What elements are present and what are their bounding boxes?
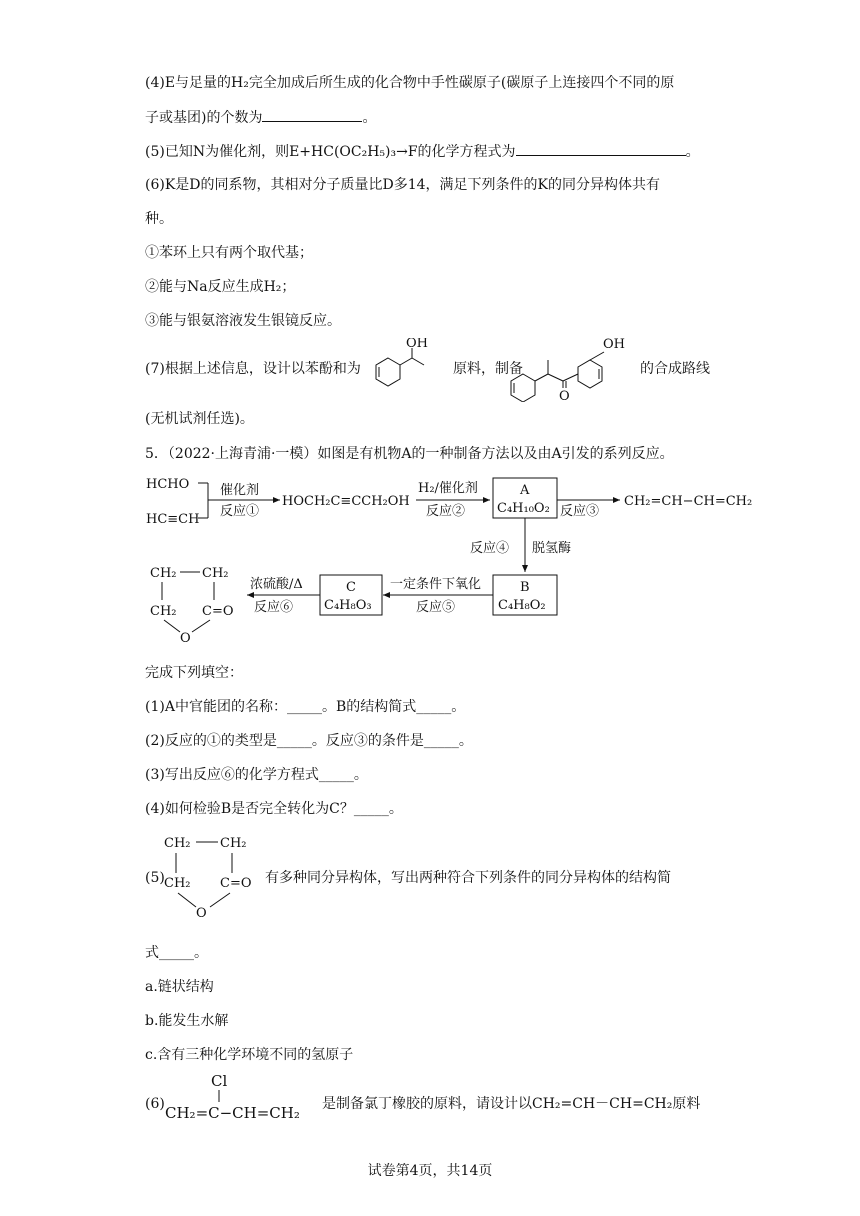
q6-condition-3: ③能与银氨溶液发生银镜反应。 (145, 313, 341, 329)
p5-q2: (2)反应的①的类型是_____。反应③的条件是_____。 (145, 733, 473, 749)
reaction-6-label: 反应⑥ (254, 600, 294, 615)
compound-c-letter: C (346, 580, 356, 595)
h2-catalyst-label: H₂/催化剂 (418, 481, 478, 496)
reaction-1-label: 反应① (220, 504, 260, 519)
compound-a-formula: C₄H₁₀O₂ (497, 501, 550, 516)
answer-blank[interactable] (516, 141, 686, 156)
condition-b: b.能发生水解 (145, 1013, 229, 1029)
oxidation-label: 一定条件下氧化 (390, 577, 482, 592)
reaction-3-label: 反应③ (560, 504, 600, 519)
chloroprene-formula: CH₂=C−CH=CH₂ (165, 1104, 300, 1122)
lactone-carbonyl: C=O (220, 876, 252, 891)
p5-q5-line2: 式_____。 (145, 945, 208, 961)
p5-q5-label: (5) (145, 870, 165, 886)
reaction-2-label: 反应② (426, 504, 466, 519)
lactone-structure (160, 825, 265, 920)
lactone-ch2-bottom: CH₂ (164, 876, 191, 891)
q4-line2-text: 子或基团)的个数为 (145, 110, 263, 126)
p5-q6-label: (6) (145, 1096, 165, 1112)
q6-condition-1: ①苯环上只有两个取代基； (145, 245, 313, 261)
lactone-carbonyl: C=O (202, 604, 234, 619)
p5-q5-text: 有多种同分异构体，写出两种符合下列条件的同分异构体的结构简 (265, 870, 671, 886)
answer-blank[interactable] (262, 107, 362, 122)
p5-q4: (4)如何检验B是否完全转化为C？_____。 (145, 801, 403, 817)
lactone-ch2-top-right: CH₂ (220, 836, 247, 851)
conc-sulfuric-label: 浓硫酸/Δ (250, 577, 303, 592)
compound-c-formula: C₄H₈O₃ (324, 598, 372, 613)
hcho-label: HCHO (146, 477, 190, 492)
compound-b-letter: B (520, 580, 530, 595)
q5-end: 。 (685, 144, 700, 160)
catalyst-label: 催化剂 (220, 483, 260, 498)
condition-c: c.含有三种化学环境不同的氢原子 (145, 1047, 354, 1063)
condition-a: a.链状结构 (145, 979, 214, 995)
q4-line2 (145, 107, 376, 128)
q4-line2-end: 。 (362, 110, 377, 126)
p5-q3: (3)写出反应⑥的化学方程式_____。 (145, 767, 368, 783)
lactone-ch2-top-left: CH₂ (150, 566, 177, 581)
compound-b-formula: C₄H₈O₂ (498, 598, 546, 613)
q5-line (145, 141, 700, 162)
butadiene-label: CH₂=CH−CH=CH₂ (624, 494, 753, 509)
reaction-scheme (140, 470, 760, 650)
lactone-ch2-top-left: CH₂ (164, 836, 191, 851)
q6-condition-2: ②能与Na反应生成H₂； (145, 279, 296, 295)
carbonyl-o-label: O (559, 389, 570, 402)
acetylene-label: HC≡CH (146, 512, 200, 527)
reaction-4-label: 反应④ (470, 541, 510, 556)
chlorine-label: Cl (211, 1072, 228, 1090)
q6-line2: 种。 (145, 211, 173, 227)
p5-q1: (1)A中官能团的名称：_____。B的结构简式_____。 (145, 699, 466, 715)
oh-label: OH (603, 337, 625, 352)
p5-intro: 完成下列填空： (145, 665, 243, 681)
lactone-ch2-bottom: CH₂ (150, 604, 177, 619)
butynediol-label: HOCH₂C≡CCH₂OH (282, 494, 410, 509)
dehydrogenase-label: 脱氢酶 (532, 541, 572, 556)
q7-suffix: 的合成路线 (640, 361, 710, 377)
problem-5-header: 5．（2022·上海青浦·一模）如图是有机物A的一种制备方法以及由A引发的系列反应。 (145, 446, 674, 462)
chloroprene-structure (165, 1070, 320, 1125)
lactone-ch2-top-right: CH₂ (202, 566, 229, 581)
page-footer: 试卷第4页，共14页 (367, 1163, 493, 1179)
q4-line1: (4)E与足量的H₂完全加成后所生成的化合物中手性碳原子(碳原子上连接四个不同的原 (145, 75, 675, 91)
q6-line1: (6)K是D的同系物，其相对分子质量比D多14，满足下列条件的K的同分异构体共有 (145, 177, 661, 193)
lactone-ring-o: O (180, 631, 191, 646)
phenylethanol-structure (368, 338, 448, 398)
oh-label: OH (406, 338, 428, 351)
target-ketone-structure (508, 330, 643, 402)
q7-prefix: (7)根据上述信息，设计以苯酚和为 (145, 361, 361, 377)
q5-text: (5)已知N为催化剂，则E+HC(OC₂H₅)₃→F的化学方程式为 (145, 144, 516, 160)
reaction-5-label: 反应⑤ (416, 600, 456, 615)
q7-line2: (无机试剂任选)。 (145, 411, 254, 427)
p5-q6-text: 是制备氯丁橡胶的原料，请设计以CH₂=CH－CH=CH₂原料 (322, 1096, 701, 1112)
compound-a-letter: A (520, 483, 530, 498)
lactone-ring-o: O (196, 906, 207, 920)
q7-mid: 原料，制备 (453, 361, 523, 377)
